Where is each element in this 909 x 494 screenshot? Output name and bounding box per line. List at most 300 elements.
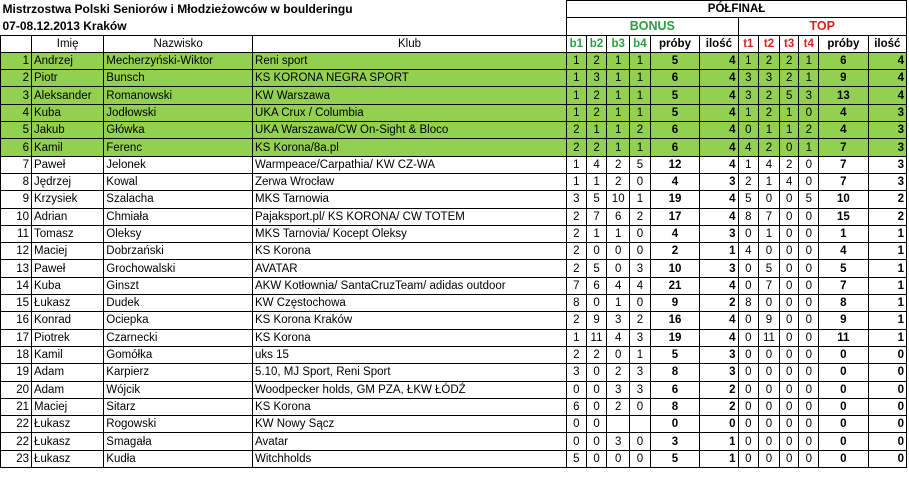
first-name-cell: Łukasz <box>31 416 103 433</box>
club-cell: Pajaksport.pl/ KS KORONA/ CW TOTEM <box>253 208 567 225</box>
t2-cell: 0 <box>759 364 780 381</box>
bonus-count-cell: 4 <box>700 87 738 104</box>
table-row <box>1 312 907 329</box>
t2-cell: 1 <box>759 173 780 190</box>
last-name-cell: Jodłowski <box>104 104 253 121</box>
t2-cell: 3 <box>759 70 780 87</box>
table-row <box>1 243 907 260</box>
t2-cell: 5 <box>759 260 780 277</box>
bonus-attempts-cell: 0 <box>650 416 700 433</box>
b3-cell: 1 <box>607 295 630 312</box>
bonus-count-cell: 3 <box>700 346 738 363</box>
first-name-cell: Jędrzej <box>31 173 103 190</box>
rank-cell: 21 <box>1 398 32 415</box>
rank-cell: 23 <box>1 450 32 467</box>
t3-cell: 4 <box>779 173 799 190</box>
b2-cell: 7 <box>586 208 607 225</box>
bonus-attempts-cell: 19 <box>650 329 700 346</box>
b1-cell: 1 <box>567 70 587 87</box>
club-cell: KS Korona <box>253 243 567 260</box>
b2-cell: 0 <box>586 381 607 398</box>
b1-cell: 2 <box>567 122 587 139</box>
t1-cell: 0 <box>738 364 759 381</box>
t4-cell: 1 <box>799 139 819 156</box>
table-row <box>1 122 907 139</box>
top-count-cell: 0 <box>868 346 906 363</box>
club-cell: KS Korona <box>253 329 567 346</box>
t3-cell: 0 <box>779 346 799 363</box>
col-bonus-count: ilość <box>700 35 738 52</box>
top-attempts-cell: 0 <box>819 381 869 398</box>
t3-cell: 1 <box>779 122 799 139</box>
t3-cell: 0 <box>779 450 799 467</box>
b3-cell: 0 <box>607 450 630 467</box>
t1-cell: 0 <box>738 277 759 294</box>
bonus-count-cell: 4 <box>700 277 738 294</box>
b2-cell: 5 <box>586 191 607 208</box>
t4-cell: 0 <box>799 173 819 190</box>
col-top-count: ilość <box>868 35 906 52</box>
rank-cell: 4 <box>1 104 32 121</box>
first-name-cell: Maciej <box>31 243 103 260</box>
bonus-count-cell: 4 <box>700 312 738 329</box>
first-name-cell: Kuba <box>31 104 103 121</box>
table-row <box>1 52 907 69</box>
club-cell: KW Nowy Sącz <box>253 416 567 433</box>
top-count-cell: 0 <box>868 416 906 433</box>
t2-cell: 2 <box>759 87 780 104</box>
b2-cell: 0 <box>586 243 607 260</box>
rank-cell: 14 <box>1 277 32 294</box>
b3-cell: 1 <box>607 139 630 156</box>
bonus-attempts-cell: 8 <box>650 398 700 415</box>
b1-cell: 1 <box>567 173 587 190</box>
t3-cell: 2 <box>779 70 799 87</box>
top-count-cell: 4 <box>868 52 906 69</box>
top-count-cell: 3 <box>868 104 906 121</box>
col-t1: t1 <box>738 35 759 52</box>
bonus-count-cell: 2 <box>700 381 738 398</box>
top-attempts-cell: 7 <box>819 156 869 173</box>
t3-cell: 0 <box>779 260 799 277</box>
t1-cell: 0 <box>738 122 759 139</box>
top-count-cell: 1 <box>868 260 906 277</box>
top-count-cell: 1 <box>868 329 906 346</box>
bonus-count-cell: 4 <box>700 70 738 87</box>
b1-cell: 2 <box>567 225 587 242</box>
top-attempts-cell: 0 <box>819 416 869 433</box>
t3-cell: 2 <box>779 156 799 173</box>
first-name-cell: Tomasz <box>31 225 103 242</box>
last-name-cell: Gomółka <box>104 346 253 363</box>
t2-cell: 0 <box>759 398 780 415</box>
subtitle: 07-08.12.2013 Kraków <box>2 19 127 34</box>
first-name-cell: Łukasz <box>31 433 103 450</box>
top-attempts-cell: 5 <box>819 260 869 277</box>
b4-cell: 0 <box>630 398 651 415</box>
t3-cell: 0 <box>779 191 799 208</box>
bonus-attempts-cell: 5 <box>650 87 700 104</box>
b2-cell: 1 <box>586 173 607 190</box>
b4-cell: 1 <box>630 191 651 208</box>
top-attempts-cell: 7 <box>819 277 869 294</box>
bonus-count-cell: 1 <box>700 433 738 450</box>
col-t3: t3 <box>779 35 799 52</box>
t1-cell: 0 <box>738 433 759 450</box>
t1-cell: 3 <box>738 87 759 104</box>
bonus-attempts-cell: 21 <box>650 277 700 294</box>
b4-cell: 3 <box>630 364 651 381</box>
bonus-count-cell: 4 <box>700 139 738 156</box>
last-name-cell: Oleksy <box>104 225 253 242</box>
top-attempts-cell: 4 <box>819 122 869 139</box>
b3-cell: 1 <box>607 70 630 87</box>
col-b1: b1 <box>567 35 587 52</box>
rank-cell: 13 <box>1 260 32 277</box>
t3-cell: 0 <box>779 364 799 381</box>
rank-cell: 16 <box>1 312 32 329</box>
bonus-label: BONUS <box>567 18 738 35</box>
first-name-cell: Piotrek <box>31 329 103 346</box>
b3-cell: 0 <box>607 260 630 277</box>
last-name-cell: Chmiała <box>104 208 253 225</box>
b1-cell: 6 <box>567 398 587 415</box>
col-first-name: Imię <box>31 35 103 52</box>
top-count-cell: 4 <box>868 70 906 87</box>
table-row <box>1 225 907 242</box>
b1-cell: 0 <box>567 381 587 398</box>
t4-cell: 0 <box>799 329 819 346</box>
t2-cell: 9 <box>759 312 780 329</box>
b4-cell: 0 <box>630 225 651 242</box>
bonus-count-cell: 3 <box>700 364 738 381</box>
t1-cell: 1 <box>738 104 759 121</box>
top-attempts-cell: 4 <box>819 243 869 260</box>
table-row <box>1 381 907 398</box>
club-cell: Reni sport <box>253 52 567 69</box>
table-row <box>1 139 907 156</box>
b4-cell: 1 <box>630 104 651 121</box>
t3-cell: 0 <box>779 416 799 433</box>
rank-cell: 7 <box>1 156 32 173</box>
b3-cell: 1 <box>607 52 630 69</box>
last-name-cell: Kudła <box>104 450 253 467</box>
table-row <box>1 364 907 381</box>
b4-cell <box>630 416 651 433</box>
b4-cell: 2 <box>630 208 651 225</box>
b4-cell: 1 <box>630 139 651 156</box>
b1-cell: 0 <box>567 416 587 433</box>
t3-cell: 0 <box>779 295 799 312</box>
last-name-cell: Mecherzyński-Wiktor <box>104 52 253 69</box>
table-row <box>1 191 907 208</box>
top-attempts-cell: 13 <box>819 87 869 104</box>
top-count-cell: 2 <box>868 191 906 208</box>
rank-cell: 17 <box>1 329 32 346</box>
first-name-cell: Paweł <box>31 260 103 277</box>
b3-cell: 1 <box>607 122 630 139</box>
b1-cell: 2 <box>567 260 587 277</box>
col-b4: b4 <box>630 35 651 52</box>
top-count-cell: 0 <box>868 398 906 415</box>
top-attempts-cell: 1 <box>819 225 869 242</box>
table-row <box>1 450 907 467</box>
b4-cell: 1 <box>630 70 651 87</box>
b3-cell: 2 <box>607 173 630 190</box>
rank-cell: 22 <box>1 416 32 433</box>
b3-cell: 0 <box>607 243 630 260</box>
top-label: TOP <box>738 18 906 35</box>
col-t2: t2 <box>759 35 780 52</box>
b2-cell: 11 <box>586 329 607 346</box>
b3-cell: 2 <box>607 398 630 415</box>
bonus-attempts-cell: 16 <box>650 312 700 329</box>
b2-cell: 2 <box>586 139 607 156</box>
t3-cell: 0 <box>779 225 799 242</box>
bonus-count-cell: 2 <box>700 295 738 312</box>
t4-cell: 5 <box>799 191 819 208</box>
b4-cell: 0 <box>630 173 651 190</box>
t4-cell: 0 <box>799 381 819 398</box>
t4-cell: 0 <box>799 104 819 121</box>
club-cell: Witchholds <box>253 450 567 467</box>
bonus-count-cell: 3 <box>700 260 738 277</box>
t3-cell: 0 <box>779 243 799 260</box>
table-row <box>1 346 907 363</box>
b4-cell: 1 <box>630 87 651 104</box>
b3-cell: 1 <box>607 104 630 121</box>
rank-cell: 11 <box>1 225 32 242</box>
first-name-cell: Krzysiek <box>31 191 103 208</box>
top-attempts-cell: 10 <box>819 191 869 208</box>
club-cell: AKW Kotłownia/ SantaCruzTeam/ adidas outdoor <box>253 277 567 294</box>
bonus-attempts-cell: 6 <box>650 70 700 87</box>
top-count-cell: 0 <box>868 450 906 467</box>
first-name-cell: Łukasz <box>31 450 103 467</box>
t2-cell: 7 <box>759 208 780 225</box>
bonus-count-cell: 4 <box>700 156 738 173</box>
first-name-cell: Konrad <box>31 312 103 329</box>
b1-cell: 2 <box>567 139 587 156</box>
top-attempts-cell: 6 <box>819 52 869 69</box>
b2-cell: 9 <box>586 312 607 329</box>
top-attempts-cell: 0 <box>819 450 869 467</box>
b4-cell: 2 <box>630 312 651 329</box>
last-name-cell: Jelonek <box>104 156 253 173</box>
rank-cell: 15 <box>1 295 32 312</box>
first-name-cell: Piotr <box>31 70 103 87</box>
club-cell: 5.10, MJ Sport, Reni Sport <box>253 364 567 381</box>
first-name-cell: Adam <box>31 381 103 398</box>
table-row <box>1 416 907 433</box>
t4-cell: 0 <box>799 398 819 415</box>
rank-cell: 5 <box>1 122 32 139</box>
b2-cell: 2 <box>586 104 607 121</box>
t1-cell: 0 <box>738 416 759 433</box>
table-row <box>1 104 907 121</box>
b2-cell: 2 <box>586 346 607 363</box>
last-name-cell: Szalacha <box>104 191 253 208</box>
t4-cell: 0 <box>799 364 819 381</box>
table-row <box>1 277 907 294</box>
table-row <box>1 433 907 450</box>
first-name-cell: Kuba <box>31 277 103 294</box>
bonus-attempts-cell: 4 <box>650 225 700 242</box>
t2-cell: 2 <box>759 104 780 121</box>
b1-cell: 1 <box>567 104 587 121</box>
b2-cell: 2 <box>586 52 607 69</box>
t4-cell: 0 <box>799 156 819 173</box>
top-attempts-cell: 9 <box>819 70 869 87</box>
t3-cell: 1 <box>779 104 799 121</box>
bonus-count-cell: 2 <box>700 398 738 415</box>
t2-cell: 1 <box>759 122 780 139</box>
t2-cell: 2 <box>759 139 780 156</box>
bonus-count-cell: 4 <box>700 208 738 225</box>
first-name-cell: Aleksander <box>31 87 103 104</box>
club-cell: KS Korona <box>253 398 567 415</box>
b1-cell: 2 <box>567 312 587 329</box>
bonus-attempts-cell: 12 <box>650 156 700 173</box>
bonus-attempts-cell: 19 <box>650 191 700 208</box>
last-name-cell: Romanowski <box>104 87 253 104</box>
b1-cell: 2 <box>567 208 587 225</box>
bonus-attempts-cell: 3 <box>650 433 700 450</box>
table-row <box>1 70 907 87</box>
club-cell: UKA Crux / Columbia <box>253 104 567 121</box>
table-row <box>1 398 907 415</box>
top-attempts-cell: 11 <box>819 329 869 346</box>
t4-cell: 0 <box>799 346 819 363</box>
top-count-cell: 0 <box>868 433 906 450</box>
last-name-cell: Rogowski <box>104 416 253 433</box>
top-attempts-cell: 7 <box>819 139 869 156</box>
t4-cell: 0 <box>799 260 819 277</box>
b3-cell: 4 <box>607 277 630 294</box>
t4-cell: 0 <box>799 225 819 242</box>
t1-cell: 0 <box>738 398 759 415</box>
club-cell: KS KORONA NEGRA SPORT <box>253 70 567 87</box>
b4-cell: 2 <box>630 122 651 139</box>
first-name-cell: Maciej <box>31 398 103 415</box>
t2-cell: 0 <box>759 450 780 467</box>
top-attempts-cell: 9 <box>819 312 869 329</box>
t2-cell: 2 <box>759 52 780 69</box>
club-cell: KW Warszawa <box>253 87 567 104</box>
b2-cell: 5 <box>586 260 607 277</box>
t1-cell: 0 <box>738 450 759 467</box>
rank-cell: 6 <box>1 139 32 156</box>
col-top-attempts: próby <box>819 35 869 52</box>
b3-cell: 10 <box>607 191 630 208</box>
club-cell: uks 15 <box>253 346 567 363</box>
t1-cell: 0 <box>738 346 759 363</box>
col-b3: b3 <box>607 35 630 52</box>
t2-cell: 4 <box>759 156 780 173</box>
b3-cell: 0 <box>607 346 630 363</box>
t2-cell: 0 <box>759 416 780 433</box>
bonus-attempts-cell: 2 <box>650 243 700 260</box>
bonus-count-cell: 4 <box>700 104 738 121</box>
first-name-cell: Kamil <box>31 346 103 363</box>
bonus-attempts-cell: 6 <box>650 381 700 398</box>
b4-cell: 0 <box>630 243 651 260</box>
b4-cell: 0 <box>630 433 651 450</box>
t4-cell: 0 <box>799 312 819 329</box>
t1-cell: 8 <box>738 208 759 225</box>
col-club: Klub <box>253 35 567 52</box>
bonus-count-cell: 4 <box>700 52 738 69</box>
t4-cell: 0 <box>799 277 819 294</box>
club-cell: Zerwa Wrocław <box>253 173 567 190</box>
bonus-attempts-cell: 10 <box>650 260 700 277</box>
top-attempts-cell: 0 <box>819 346 869 363</box>
t4-cell: 1 <box>799 70 819 87</box>
b1-cell: 1 <box>567 52 587 69</box>
t2-cell: 0 <box>759 243 780 260</box>
bonus-attempts-cell: 17 <box>650 208 700 225</box>
club-cell: MKS Tarnowia <box>253 191 567 208</box>
top-count-cell: 1 <box>868 295 906 312</box>
b3-cell: 4 <box>607 329 630 346</box>
top-count-cell: 3 <box>868 139 906 156</box>
bonus-count-cell: 3 <box>700 225 738 242</box>
last-name-cell: Dobrzański <box>104 243 253 260</box>
club-cell: KS Korona/8a.pl <box>253 139 567 156</box>
b1-cell: 2 <box>567 243 587 260</box>
last-name-cell: Czarnecki <box>104 329 253 346</box>
club-cell: KW Częstochowa <box>253 295 567 312</box>
round-label: PÓŁFINAŁ <box>567 1 907 18</box>
rank-cell: 1 <box>1 52 32 69</box>
top-attempts-cell: 4 <box>819 104 869 121</box>
bonus-attempts-cell: 5 <box>650 52 700 69</box>
club-cell: Avatar <box>253 433 567 450</box>
t2-cell: 1 <box>759 225 780 242</box>
t3-cell: 0 <box>779 329 799 346</box>
t1-cell: 5 <box>738 191 759 208</box>
b4-cell: 3 <box>630 260 651 277</box>
first-name-cell: Jakub <box>31 122 103 139</box>
b1-cell: 7 <box>567 277 587 294</box>
bonus-attempts-cell: 5 <box>650 346 700 363</box>
table-row <box>1 208 907 225</box>
rank-cell: 18 <box>1 346 32 363</box>
top-count-cell: 0 <box>868 364 906 381</box>
club-cell: Woodpecker holds, GM PZA, ŁKW ŁÓDŹ <box>253 381 567 398</box>
top-attempts-cell: 7 <box>819 173 869 190</box>
t1-cell: 1 <box>738 52 759 69</box>
t1-cell: 0 <box>738 329 759 346</box>
b1-cell: 3 <box>567 191 587 208</box>
title: Mistrzostwa Polski Seniorów i Młodzieżowców w boulderingu <box>2 2 353 17</box>
table-row <box>1 87 907 104</box>
t2-cell: 0 <box>759 433 780 450</box>
t2-cell: 7 <box>759 277 780 294</box>
rank-cell: 22 <box>1 433 32 450</box>
bonus-count-cell: 3 <box>700 173 738 190</box>
t3-cell: 0 <box>779 433 799 450</box>
rank-cell: 3 <box>1 87 32 104</box>
b2-cell: 0 <box>586 398 607 415</box>
last-name-cell: Karpierz <box>104 364 253 381</box>
b4-cell: 3 <box>630 329 651 346</box>
last-name-cell: Główka <box>104 122 253 139</box>
t3-cell: 0 <box>779 312 799 329</box>
top-count-cell: 0 <box>868 381 906 398</box>
b2-cell: 3 <box>586 70 607 87</box>
b4-cell: 0 <box>630 295 651 312</box>
